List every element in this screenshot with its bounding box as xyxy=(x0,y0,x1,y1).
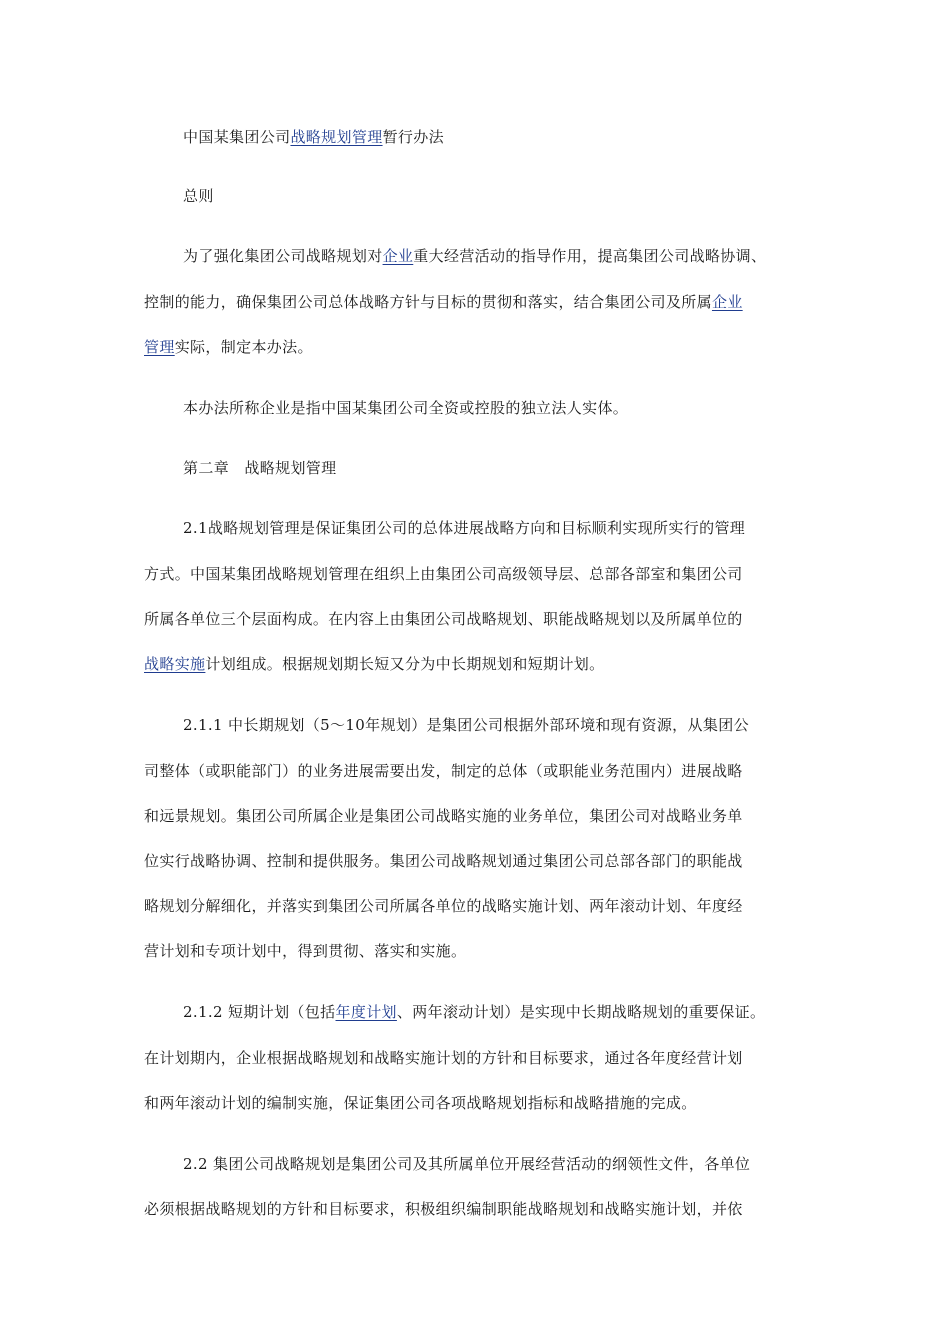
s2-1-1-line4: 位实行战略协调、控制和提供服务。集团公司战略规划通过集团公司总部各部门的职能战 xyxy=(144,852,743,870)
text-span: 2.1.2 短期计划（包括 xyxy=(183,1003,336,1021)
para1-line1 xyxy=(183,246,766,266)
s2-1-line4 xyxy=(144,654,605,674)
s2-2-line2: 必须根据战略规划的方针和目标要求，积极组织编制职能战略规划和战略实施计划，并依 xyxy=(144,1200,743,1218)
link-strategy-planning-management[interactable]: 战略规划管理 xyxy=(290,128,383,146)
s2-1-1-line3: 和远景规划。集团公司所属企业是集团公司战略实施的业务单位，集团公司对战略业务单 xyxy=(144,807,743,825)
text-span: 为了强化集团公司战略规划对 xyxy=(183,247,383,265)
s2-1-line2: 方式。中国某集团战略规划管理在组织上由集团公司高级领导层、总部各部室和集团公司 xyxy=(144,565,743,583)
s2-1-line1: 2.1战略规划管理是保证集团公司的总体进展战略方向和目标顺利实现所实行的管理 xyxy=(183,519,746,537)
text-span: 、两年滚动计划）是实现中长期战略规划的重要保证。 xyxy=(396,1003,766,1021)
s2-1-1-line5: 略规划分解细化，并落实到集团公司所属各单位的战略实施计划、两年滚动计划、年度经 xyxy=(144,897,743,915)
s2-1-2-line1 xyxy=(183,1002,765,1022)
para2: 本办法所称企业是指中国某集团公司全资或控股的独立法人实体。 xyxy=(183,399,629,417)
link-annual-plan[interactable]: 年度计划 xyxy=(335,1003,397,1021)
text-span: 控制的能力，确保集团公司总体战略方针与目标的贯彻和落实，结合集团公司及所属 xyxy=(144,293,712,311)
para1-line2 xyxy=(144,292,743,312)
s2-1-line3: 所属各单位三个层面构成。在内容上由集团公司战略规划、职能战略规划以及所属单位的 xyxy=(144,610,743,628)
heading-general: 总则 xyxy=(183,187,214,205)
para1-line3 xyxy=(144,337,313,357)
text-span: 计划组成。根据规划期长短又分为中长期规划和短期计划。 xyxy=(205,655,605,673)
s2-1-1-line2: 司整体（或职能部门）的业务进展需要出发，制定的总体（或职能业务范围内）进展战略 xyxy=(144,762,743,780)
document-title xyxy=(183,127,444,147)
text-span: 实际，制定本办法。 xyxy=(174,338,313,356)
link-enterprise-management-part2[interactable]: 管理 xyxy=(144,338,175,356)
s2-1-2-line3: 和两年滚动计划的编制实施，保证集团公司各项战略规划指标和战略措施的完成。 xyxy=(144,1094,697,1112)
s2-1-1-line1: 2.1.1 中长期规划（5～10年规划）是集团公司根据外部环境和现有资源，从集团公 xyxy=(183,716,749,734)
title-text-after: 暂行办法 xyxy=(382,128,444,146)
link-enterprise-management-part1[interactable]: 企业 xyxy=(711,293,743,311)
title-text-before: 中国某集团公司 xyxy=(183,128,291,146)
text-span: 重大经营活动的指导作用，提高集团公司战略协调、 xyxy=(413,247,767,265)
link-strategy-implementation[interactable]: 战略实施 xyxy=(144,655,206,673)
link-enterprise[interactable]: 企业 xyxy=(382,247,414,265)
s2-1-2-line2: 在计划期内，企业根据战略规划和战略实施计划的方针和目标要求，通过各年度经营计划 xyxy=(144,1049,743,1067)
chapter2-heading: 第二章 战略规划管理 xyxy=(183,459,337,477)
s2-1-1-line6: 营计划和专项计划中，得到贯彻、落实和实施。 xyxy=(144,942,467,960)
s2-2-line1: 2.2 集团公司战略规划是集团公司及其所属单位开展经营活动的纲领性文件，各单位 xyxy=(183,1155,751,1173)
